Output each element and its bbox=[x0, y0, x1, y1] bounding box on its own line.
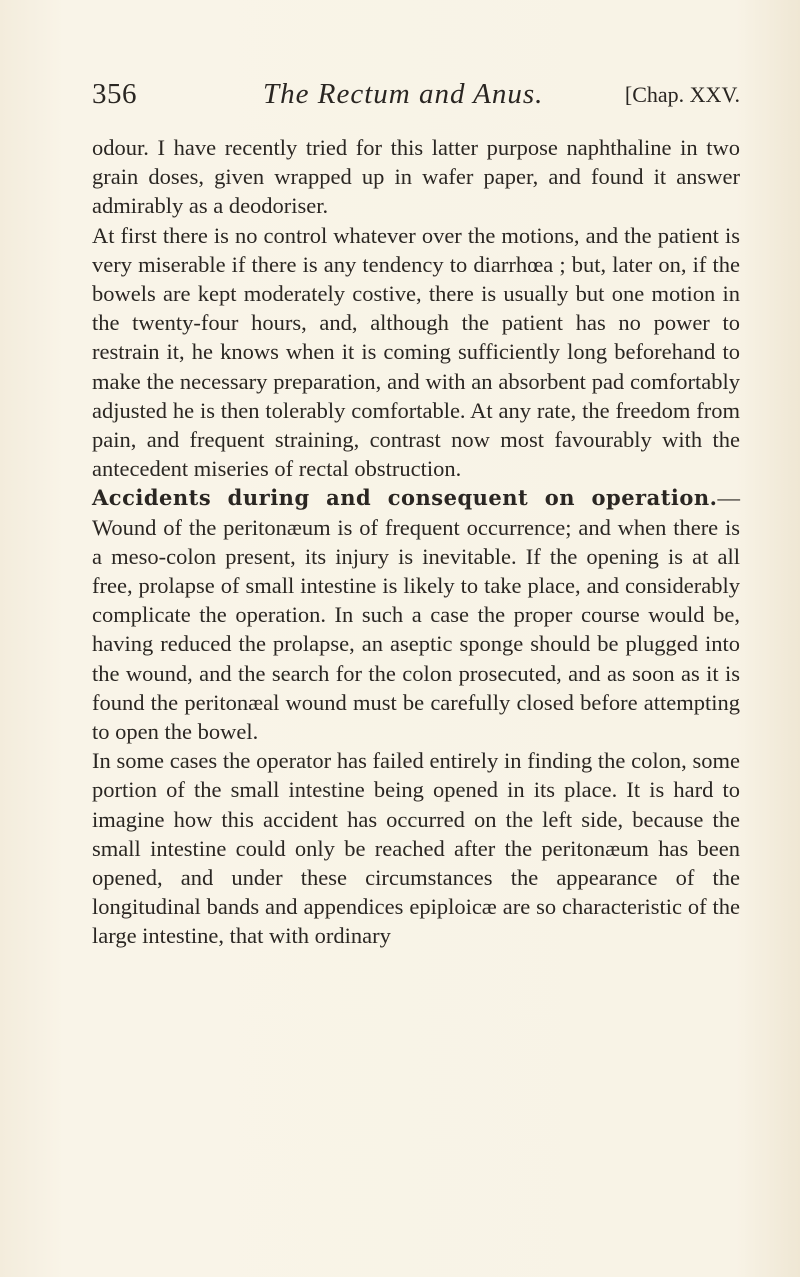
paragraph-2: At first there is no control whatever over the motions, and the patient is very miserable if there is any tendency to diarrhœa ; but, later on, if the bowels are kept moderately costive, there is usually but one motion in the twenty-four hours, and, although the patient has no power to restrain it, he knows when it is coming sufficiently long beforehand to make the necessary preparation, and with an absorbent pad comfortably adjusted he is then tolerably comfortable. At any rate, the freedom from pain, and frequent straining, contrast now most favourably with the antecedent miseries of rectal obstruction. bbox=[92, 222, 740, 482]
paragraph-3-text: —Wound of the peritonæum is of frequent occurrence; and when there is a meso-colon present, its injury is inevitable. If the opening is at all free, prolapse of small intestine is likely to take place, and considerably complicate the operation. In such a case the proper course would be, having reduced the prolapse, an aseptic sponge should be plugged into the wound, and the search for the colon prosecuted, and as soon as it is found the peritonæal wound must be carefully closed before attempting to open the bowel. bbox=[92, 485, 740, 745]
body-text bbox=[92, 133, 740, 951]
page-number: 356 bbox=[92, 78, 137, 110]
paragraph-4: In some cases the operator has failed entirely in finding the colon, some portion of the small intestine being opened in its place. It is hard to imagine how this accident has occurred on the left side, because the small intestine could only be reached after the peritonæum has been opened, and under these circumstances the appearance of the longitudinal bands and appendices epiploicæ are so characteristic of the large intestine, that with ordinary bbox=[92, 748, 740, 949]
paragraph-1: odour. I have recently tried for this latter purpose naphthaline in two grain doses, given wrapped up in wafer paper, and found it answer admirably as a deodoriser. bbox=[92, 135, 740, 219]
paragraph-3 bbox=[92, 483, 740, 746]
page-header bbox=[92, 78, 740, 118]
chapter-mark: [Chap. XXV. bbox=[624, 82, 740, 107]
section-heading: Accidents during and consequent on operation. bbox=[92, 485, 718, 511]
running-title: The Rectum and Anus. bbox=[263, 78, 544, 110]
